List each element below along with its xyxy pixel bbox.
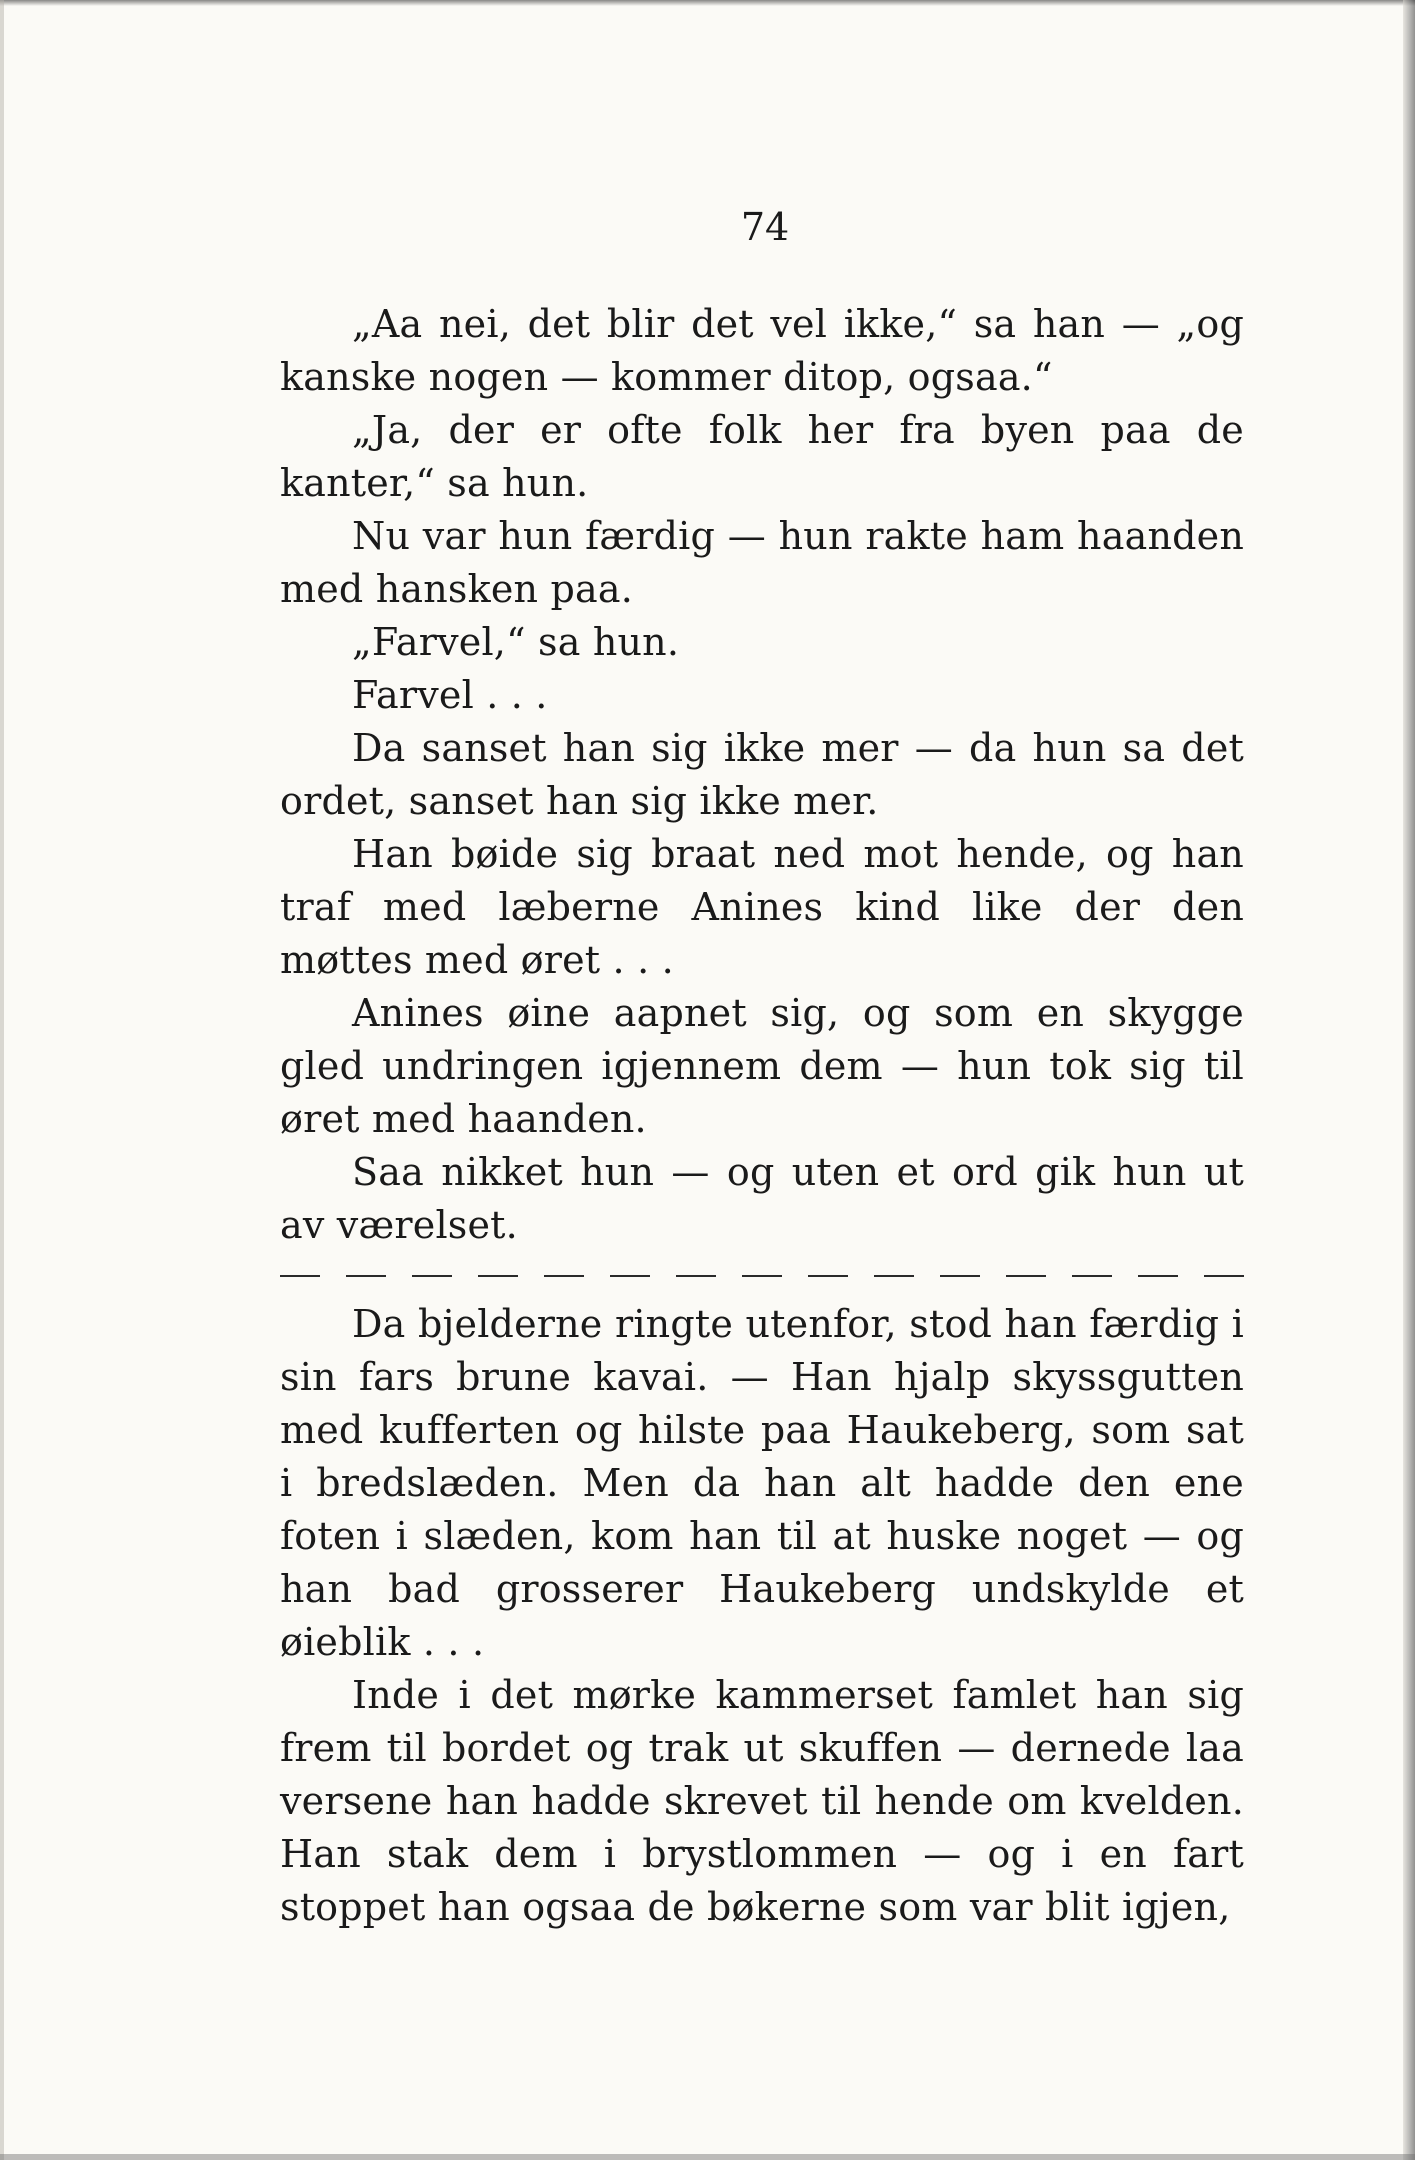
page-edge-left <box>0 0 4 2160</box>
separator-dash <box>412 1275 452 1277</box>
separator-dash <box>478 1275 518 1277</box>
paragraph: Da bjelderne ringte utenfor, stod han færdig i sin fars brune kavai. — Han hjalp skyssgutten med kufferten og hilste paa Haukeberg, som sat i bredslæden. Men da han alt hadde den ene foten i slæden, kom han til at huske noget — og han bad grosserer Haukeberg undskylde et øieblik . . . <box>280 1302 1244 1664</box>
page-number: 74 <box>740 205 790 249</box>
separator-dash <box>1204 1275 1244 1277</box>
paragraph: Han bøide sig braat ned mot hende, og han traf med læberne Anines kind like der den møttes med øret . . . <box>280 832 1244 982</box>
page-edge-right <box>1403 0 1415 2160</box>
paragraph: Saa nikket hun — og uten et ord gik hun ut av værelset. <box>280 1150 1244 1247</box>
paragraph: „Farvel,“ sa hun. <box>352 620 680 664</box>
separator-dash <box>1138 1275 1178 1277</box>
body-text <box>280 298 1244 1934</box>
page-edge-bottom <box>0 2154 1415 2160</box>
separator-dash <box>1006 1275 1046 1277</box>
separator-dash <box>544 1275 584 1277</box>
paragraph: Farvel . . . <box>352 673 548 717</box>
separator-dash <box>280 1275 320 1277</box>
paragraph: Nu var hun færdig — hun rakte ham haanden med hansken paa. <box>280 514 1244 611</box>
separator-dash <box>940 1275 980 1277</box>
separator-dash <box>610 1275 650 1277</box>
separator-dash <box>676 1275 716 1277</box>
separator-dash <box>808 1275 848 1277</box>
separator-dash <box>346 1275 386 1277</box>
paragraph: „Ja, der er ofte folk her fra byen paa de kanter,“ sa hun. <box>280 408 1244 505</box>
separator-dash <box>742 1275 782 1277</box>
section-break <box>280 1266 1244 1286</box>
paragraph: „Aa nei, det blir det vel ikke,“ sa han — „og kanske nogen — kommer ditop, ogsaa.“ <box>280 302 1244 399</box>
paragraph: Da sanset han sig ikke mer — da hun sa det ordet, sanset han sig ikke mer. <box>280 726 1244 823</box>
separator-dash <box>874 1275 914 1277</box>
paragraph: Inde i det mørke kammerset famlet han sig frem til bordet og trak ut skuffen — dernede laa versene han hadde skrevet til hende om kvelden. Han stak dem i brystlommen — og i en fart stoppet han ogsaa de bøkerne som var blit igjen, <box>280 1673 1244 1929</box>
paragraph: Anines øine aapnet sig, og som en skygge gled undringen igjennem dem — hun tok sig til øret med haanden. <box>280 991 1244 1141</box>
page-edge-top <box>0 0 1415 6</box>
separator-dash <box>1072 1275 1112 1277</box>
